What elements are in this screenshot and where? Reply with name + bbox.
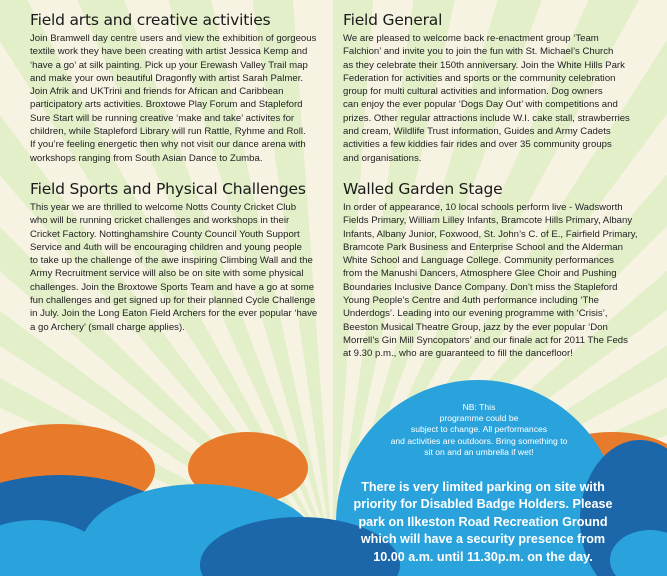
- text-line: Sure Start will be running creative ‘make and take’ activites for: [30, 112, 295, 124]
- section-body: [30, 201, 330, 334]
- text-line: to take up the challenge of the awe inspiring Climbing Wall and the: [30, 255, 313, 267]
- text-line: as they celebrate their 150th anniversary. Join the White Hills Park: [343, 59, 625, 71]
- text-line: If you’re feeling energetic then why not visit our dance arena with: [30, 139, 306, 151]
- left-column: [30, 10, 330, 348]
- text-line: Join Bramwell day centre users and view the exhibition of gorgeous: [30, 33, 317, 44]
- text-line: park on Ilkeston Road Recreation Ground: [358, 514, 608, 529]
- text-line: Morrell’s Gin Mill Syncopators’ and our finale act for 2011 The Feds: [343, 334, 628, 346]
- text-line: Join Afrik and UKTrini and friends for African and Caribbean: [30, 86, 284, 98]
- right-column: [343, 10, 651, 375]
- text-line: textile work they have been creating with artist Jessica Kemp and: [30, 46, 308, 58]
- text-line: Infants, Albany Junior, Foxwood, St. John’s C. of E., Fairfield Primary,: [343, 228, 638, 240]
- text-line: a go Archery’ (small charge applies).: [30, 321, 185, 333]
- text-line: Army Recruitment service will also be on site with some physical: [30, 268, 304, 280]
- nb-notice: [364, 402, 594, 458]
- text-line: Beeston Musical Theatre Group, jazz by the ever popular ‘Don: [343, 321, 608, 333]
- text-line: group for multi cultural activities and information. Dog owners: [343, 86, 603, 98]
- text-line: Bramcote Park Business and Enterprise School and the Alderman: [343, 241, 623, 253]
- text-line: Cricket Factory. Nottinghamshire County Council Youth Support: [30, 228, 300, 240]
- text-line: subject to change. All performances: [410, 424, 548, 435]
- section-field-arts: [30, 10, 330, 165]
- text-line: We are pleased to welcome back re-enactment group ‘Team: [343, 33, 599, 44]
- section-field-general: [343, 10, 651, 165]
- text-line: Falchion’ and invite you to join the fun with St. Michael’s Church: [343, 46, 614, 58]
- section-title: Walled Garden Stage: [343, 179, 503, 198]
- text-line: programme could be: [439, 413, 519, 424]
- text-line: from the Manushi Dancers, Atmosphere Glee Choir and Pushing: [343, 268, 617, 280]
- text-line: at 9.30 p.m., who are guaranteed to fill the dancefloor!: [343, 348, 573, 360]
- text-line: and activities are outdoors. Bring something to: [390, 435, 568, 446]
- text-line: This year we are thrilled to welcome Notts County Cricket Club: [30, 201, 297, 213]
- section-title: Field arts and creative activities: [30, 11, 271, 29]
- parking-notice: [338, 479, 628, 566]
- text-line: workshops ranging from South Asian Dance to Zumba.: [30, 152, 263, 164]
- text-line: 10.00 a.m. until 11.30p.m. on the day.: [373, 549, 593, 564]
- text-line: Service and 4uth will be encouraging children and young people: [30, 241, 303, 253]
- text-line: sit on and an umbrella if wet!: [424, 446, 534, 457]
- text-line: Fields Primary, William Lilley Infants, Bramcote Hills Primary, Albany: [343, 215, 633, 227]
- section-body: [343, 201, 651, 361]
- text-line: prizes. Other regular attractions include W.I. cake stall, strawberries: [343, 112, 630, 124]
- text-line: and organisations.: [343, 152, 422, 164]
- text-line: priority for Disabled Badge Holders. Please: [353, 497, 613, 512]
- section-title: Field General: [343, 11, 443, 29]
- text-line: can enjoy the ever popular ‘Dogs Day Out’ with competitions and: [343, 99, 618, 111]
- text-line: fun challenges and get signed up for their planned Cycle Challenge: [30, 295, 316, 307]
- section-field-sports: [30, 179, 330, 334]
- text-line: There is very limited parking on site with: [361, 480, 605, 494]
- section-body: [30, 32, 330, 165]
- section-body: [343, 32, 651, 165]
- text-line: Young People’s Centre and 4uth performance including ‘The: [343, 295, 600, 307]
- text-line: Underdogs’. Leading into our evening programme with ‘Crisis’,: [343, 308, 608, 320]
- text-line: White School and Language College. Community performances: [343, 255, 614, 267]
- text-line: which will have a security presence from: [360, 532, 606, 547]
- text-line: NB: This: [462, 402, 496, 412]
- text-line: children, while Stapleford Library will run Rattle, Ryhme and Roll.: [30, 126, 306, 138]
- text-line: challenges. Join the Broxtowe Sports Team and have a go at some: [30, 281, 315, 293]
- text-line: and make your own beautiful Dragonfly with artist Sarah Palmer.: [30, 72, 304, 84]
- text-line: activities a few kiddies fair rides and over 35 community groups: [343, 139, 612, 151]
- section-title: Field Sports and Physical Challenges: [30, 179, 306, 198]
- section-walled-garden: [343, 179, 651, 361]
- text-line: Boundaries Inclusive Dance Company. Don’t miss the Stapleford: [343, 281, 618, 293]
- text-line: who will be running cricket challenges and workshops in their: [30, 215, 290, 227]
- text-line: In order of appearance, 10 local schools perform live - Wadsworth: [343, 201, 623, 213]
- text-line: participatory arts activities. Broxtowe Play Forum and Stapleford: [30, 99, 303, 111]
- text-line: in July. Join the Long Eaton Field Archers for the ever popular ‘have: [30, 308, 318, 320]
- text-line: Federation for activities and sports or the community celebration: [343, 72, 616, 84]
- text-line: ‘have a go’ at silk painting. Pick up your Erewash Valley Trail map: [30, 59, 308, 71]
- text-line: and cream, Wildlife Trust information, Guides and Army Cadets: [343, 126, 611, 138]
